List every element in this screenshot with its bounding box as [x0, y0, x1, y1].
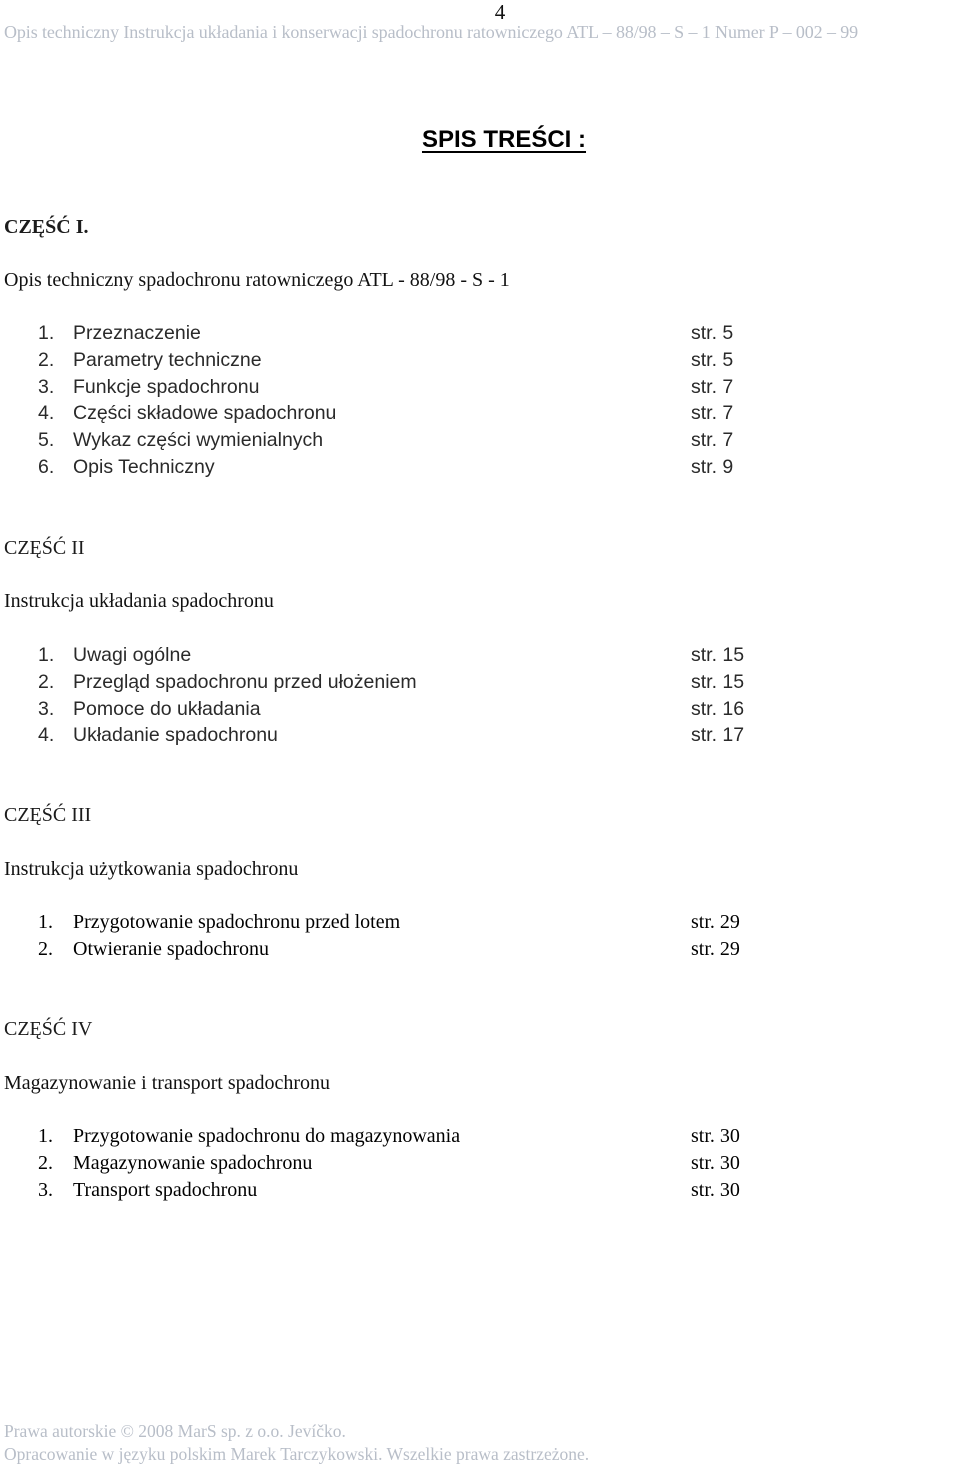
toc-entry-label: Parametry techniczne	[73, 348, 262, 371]
toc-entry[interactable]: 4. Układanie spadochronu str. 17	[0, 722, 960, 749]
part-1-subtitle: Opis techniczny spadochronu ratowniczego ATL - 88/98 - S - 1	[4, 269, 510, 291]
toc-entry[interactable]: 2. Magazynowanie spadochronu str. 30	[0, 1150, 960, 1177]
part-4-list	[0, 1123, 960, 1203]
toc-entry-page: str. 30	[691, 1125, 740, 1147]
toc-entry[interactable]: 1. Przeznaczenie str. 5	[0, 320, 960, 347]
toc-entry-page: str. 9	[691, 455, 734, 478]
toc-entry-page: str. 30	[691, 1151, 740, 1174]
toc-entry-page: str. 7	[691, 429, 734, 452]
toc-entry-page: str. 7	[691, 375, 734, 398]
toc-entry[interactable]: 5. Wykaz części wymienialnych str. 7	[0, 427, 960, 454]
toc-entry-label: Przeznaczenie	[73, 322, 201, 344]
toc-entry[interactable]: 2. Przegląd spadochronu przed ułożeniem str. 15	[0, 669, 960, 696]
part-2-heading: CZĘŚĆ II	[4, 537, 85, 559]
toc-entry-page: str. 16	[691, 697, 745, 720]
toc-entry[interactable]: 2. Otwieranie spadochronu str. 29	[0, 936, 960, 963]
toc-entry-label: Przygotowanie spadochronu do magazynowania	[73, 1125, 461, 1147]
running-header: Opis techniczny Instrukcja układania i konserwacji spadochronu ratowniczego ATL – 88/98 – S – 1 Numer P – 002 – 99	[4, 22, 859, 42]
part-3-subtitle: Instrukcja użytkowania spadochronu	[4, 858, 299, 880]
toc-entry[interactable]: 3. Transport spadochronu str. 30	[0, 1177, 960, 1204]
toc-entry-label: Wykaz części wymienialnych	[73, 429, 324, 452]
toc-entry-label: Funkcje spadochronu	[73, 375, 260, 398]
part-1-list	[0, 320, 960, 481]
toc-entry-page: str. 15	[691, 670, 745, 693]
toc-entry-page: str. 15	[691, 644, 745, 666]
part-3-heading: CZĘŚĆ III	[4, 804, 92, 826]
toc-entry-label: Pomoce do układania	[73, 697, 261, 720]
part-4-subtitle: Magazynowanie i transport spadochronu	[4, 1072, 331, 1094]
toc-entry-page: str. 30	[691, 1178, 740, 1201]
toc-entry-page: str. 17	[691, 724, 745, 747]
toc-entry[interactable]: 3. Pomoce do układania str. 16	[0, 696, 960, 723]
toc-entry-page: str. 5	[691, 322, 734, 344]
toc-entry-label: Otwieranie spadochronu	[73, 937, 270, 960]
part-1-heading: CZĘŚĆ I.	[4, 216, 89, 238]
toc-entry-label: Części składowe spadochronu	[73, 402, 337, 425]
toc-entry-label: Uwagi ogólne	[73, 644, 192, 666]
footer-rights: Opracowanie w języku polskim Marek Tarczykowski. Wszelkie prawa zastrzeżone.	[4, 1444, 590, 1464]
part-2-subtitle: Instrukcja układania spadochronu	[4, 590, 274, 612]
toc-entry-label: Przegląd spadochronu przed ułożeniem	[73, 670, 417, 693]
toc-entry[interactable]: 6. Opis Techniczny str. 9	[0, 454, 960, 481]
toc-entry-page: str. 29	[691, 911, 740, 933]
toc-entry-label: Przygotowanie spadochronu przed lotem	[73, 911, 401, 933]
toc-entry[interactable]: 4. Części składowe spadochronu str. 7	[0, 400, 960, 427]
toc-entry-label: Opis Techniczny	[73, 455, 215, 478]
toc-entry[interactable]: 2. Parametry techniczne str. 5	[0, 347, 960, 374]
part-3-list	[0, 909, 960, 963]
toc-entry[interactable]: 1. Uwagi ogólne str. 15	[0, 642, 960, 669]
toc-entry-page: str. 7	[691, 402, 734, 425]
toc-entry-page: str. 5	[691, 348, 734, 371]
toc-entry[interactable]: 3. Funkcje spadochronu str. 7	[0, 374, 960, 401]
part-4-heading: CZĘŚĆ IV	[4, 1018, 93, 1040]
toc-entry-label: Transport spadochronu	[73, 1178, 258, 1201]
toc-title: SPIS TREŚCI :	[421, 126, 587, 153]
toc-entry[interactable]: 1. Przygotowanie spadochronu do magazynowania str. 30	[0, 1123, 960, 1150]
footer-copyright: Prawa autorskie © 2008 MarS sp. z o.o. Jevíčko.	[4, 1421, 346, 1441]
toc-entry-label: Magazynowanie spadochronu	[73, 1151, 313, 1174]
toc-entry[interactable]: 1. Przygotowanie spadochronu przed lotem str. 29	[0, 909, 960, 936]
toc-entry-label: Układanie spadochronu	[73, 724, 278, 747]
toc-entry-page: str. 29	[691, 937, 740, 960]
page-number: 4	[494, 0, 506, 24]
part-2-list	[0, 642, 960, 749]
